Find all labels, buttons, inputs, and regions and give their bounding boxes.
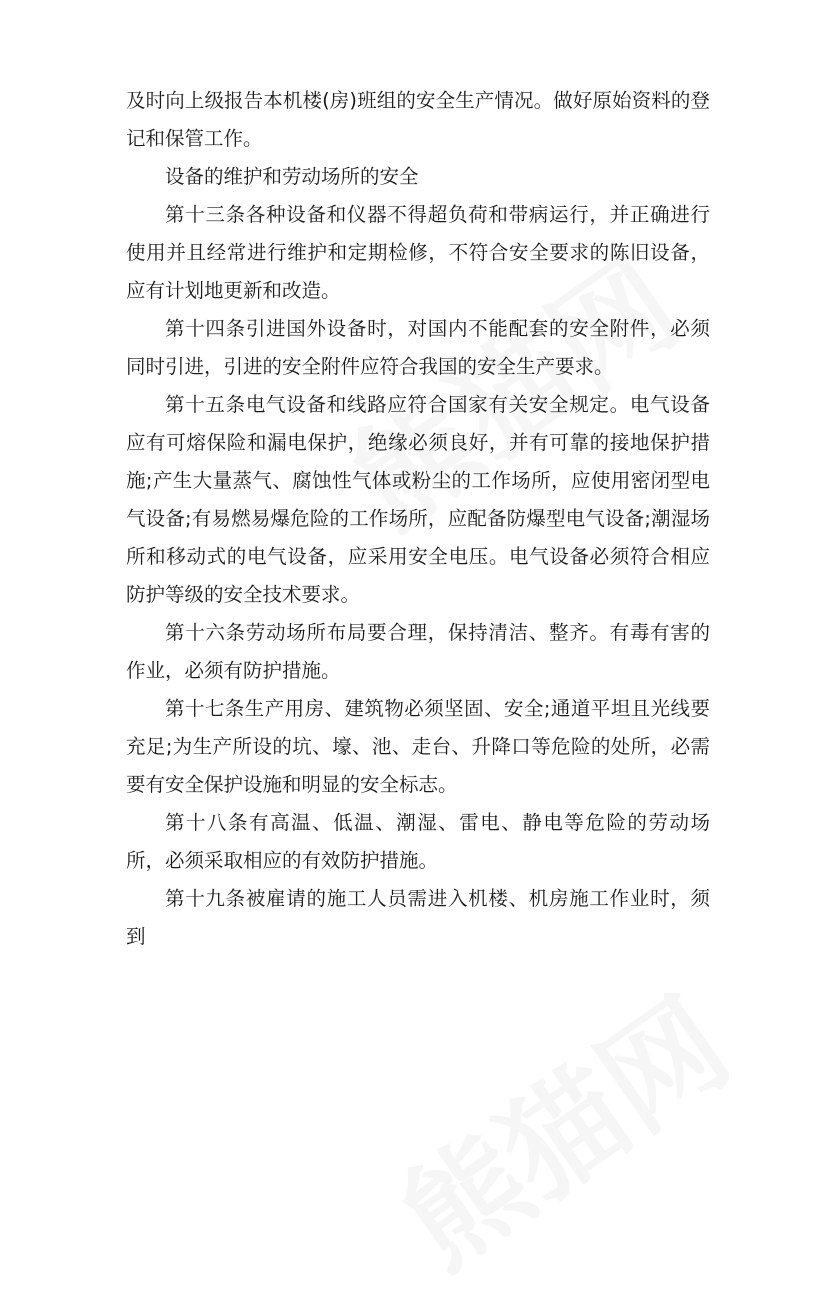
paragraph: 第十九条被雇请的施工人员需进入机楼、机房施工作业时，须到 bbox=[126, 887, 710, 948]
section-heading: 设备的维护和劳动场所的安全 bbox=[165, 165, 419, 188]
paragraph: 及时向上级报告本机楼(房)班组的安全生产情况。做好原始资料的登记和保管工作。 bbox=[126, 89, 710, 150]
paragraph: 第十三条各种设备和仪器不得超负荷和带病运行，并正确进行使用并且经常进行维护和定期检修，不符合安全要求的陈旧设备，应有计划地更新和改造。 bbox=[126, 203, 710, 302]
paragraph: 第十六条劳动场所布局要合理，保持清洁、整齐。有毒有害的作业，必须有防护措施。 bbox=[126, 621, 710, 682]
paragraph: 第十五条电气设备和线路应符合国家有关安全规定。电气设备应有可熔保险和漏电保护，绝缘必须良好，并有可靠的接地保护措施;产生大量蒸气、腐蚀性气体或粉尘的工作场所，应使用密闭型电气设备;有易燃易爆危险的工作场所，应配备防爆型电气设备;潮湿场所和移动式的电气设备，应采用安全电压。电气设备必须符合相应防护等级的安全技术要求。 bbox=[126, 393, 710, 606]
watermark bbox=[363, 952, 757, 1299]
document-body bbox=[126, 82, 710, 956]
paragraph: 第十四条引进国外设备时，对国内不能配套的安全附件，必须同时引进，引进的安全附件应符合我国的安全生产要求。 bbox=[126, 317, 710, 378]
paragraph: 第十七条生产用房、建筑物必须坚固、安全;通道平坦且光线要充足;为生产所设的坑、壕、池、走台、升降口等危险的处所，必需要有安全保护设施和明显的安全标志。 bbox=[126, 697, 710, 796]
paragraph: 第十八条有高温、低温、潮湿、雷电、静电等危险的劳动场所，必须采取相应的有效防护措施。 bbox=[126, 811, 710, 872]
